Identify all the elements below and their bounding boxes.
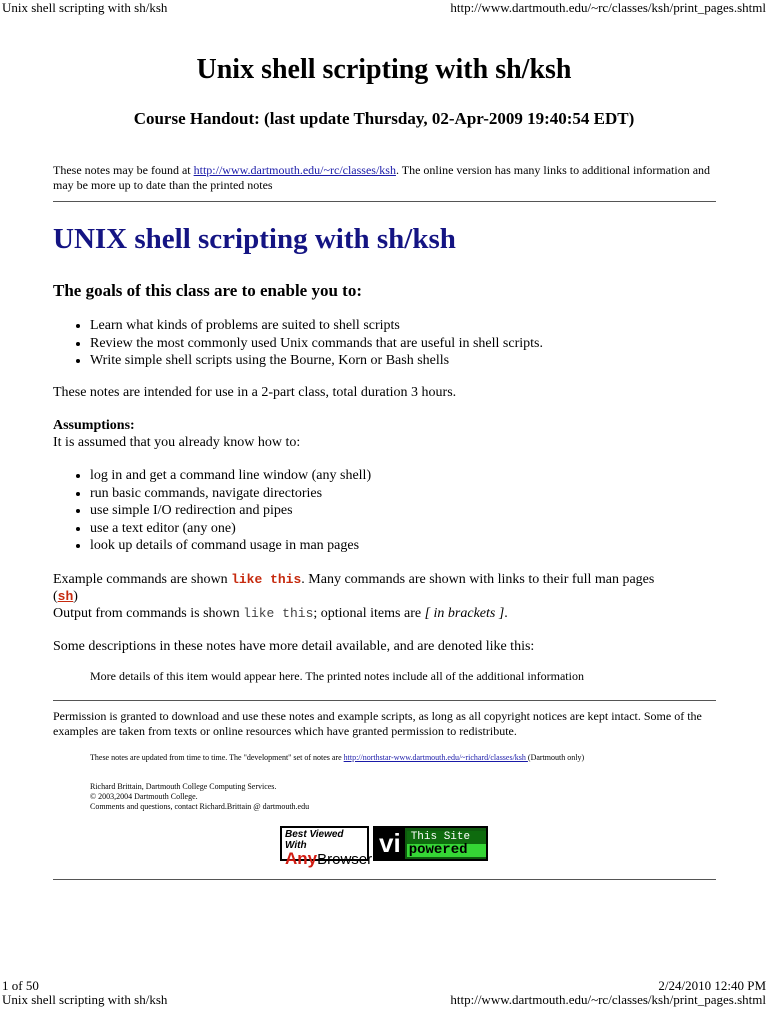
vi-powered-badge[interactable] xyxy=(373,826,488,861)
notes-link[interactable]: http://www.dartmouth.edu/~rc/classes/ksh xyxy=(193,163,396,177)
badge-any-text: Any xyxy=(285,849,318,868)
output-text: . xyxy=(504,606,508,621)
list-item: • Review the most commonly used Unix commands that are useful in shell scripts. xyxy=(90,335,543,353)
vi-logo: vi xyxy=(375,828,405,859)
intro-text-before: These notes may be found at xyxy=(53,163,194,177)
paren: ( xyxy=(53,589,58,604)
dev-notes-text: (Dartmouth only) xyxy=(527,753,585,762)
credit-line: Richard Brittain, Dartmouth College Computing Services. xyxy=(90,782,277,791)
print-header-url: http://www.dartmouth.edu/~rc/classes/ksh/print_pages.shtml xyxy=(450,0,766,15)
examples-text: . Many commands are shown with links to their full man pages xyxy=(301,572,655,587)
intro-paragraph xyxy=(53,163,718,193)
dev-notes xyxy=(90,753,720,763)
footer-title: Unix shell scripting with sh/ksh xyxy=(2,992,168,1007)
goals-heading: The goals of this class are to enable you to: xyxy=(53,281,362,300)
goals-list xyxy=(53,317,543,370)
badge-text: This Site xyxy=(410,830,471,843)
list-item: • Learn what kinds of problems are suited to shell scripts xyxy=(90,317,543,335)
output-example: like this xyxy=(243,606,314,621)
section-heading: UNIX shell scripting with sh/ksh xyxy=(53,223,456,255)
permission-text: Permission is granted to download and use these notes and example scripts, as long as all copyright notices are kept intact. Some of the examples are taken from texts or online resources which have granted permission to redistribute. xyxy=(53,709,702,738)
optional-example: [ in brackets ] xyxy=(424,606,505,621)
detail-text: Some descriptions in these notes have more detail available, and are denoted like this: xyxy=(53,639,535,654)
dev-notes-text: These notes are updated from time to time. The "development" set of notes are xyxy=(90,753,344,762)
list-item: • Write simple shell scripts using the Bourne, Korn or Bash shells xyxy=(90,352,543,370)
assumptions-lead: It is assumed that you already know how to: xyxy=(53,435,301,450)
divider xyxy=(53,201,716,202)
list-item: • use simple I/O redirection and pipes xyxy=(90,502,371,520)
command-example: like this xyxy=(231,572,302,587)
badge-text: Best Viewed With xyxy=(285,829,344,851)
credit-line: © 2003,2004 Dartmouth College. xyxy=(90,792,198,801)
footer-page-number: 1 of 50 xyxy=(2,978,39,993)
dev-notes-link[interactable]: http://northstar-www.dartmouth.edu/~richard/classes/ksh xyxy=(343,753,528,762)
paren: ) xyxy=(73,589,78,604)
page-title: Unix shell scripting with sh/ksh xyxy=(196,54,572,85)
examples-paragraph xyxy=(53,571,718,622)
sh-man-link[interactable]: sh xyxy=(57,589,74,604)
list-item: • use a text editor (any one) xyxy=(90,520,371,538)
anybrowser-badge[interactable] xyxy=(280,826,373,868)
print-header-title: Unix shell scripting with sh/ksh xyxy=(2,0,168,15)
examples-text: Example commands are shown xyxy=(53,572,232,587)
intro-text-after: . The online version has many links to additional information and may be more up to date than the printed notes xyxy=(53,163,711,192)
output-text: ; optional items are xyxy=(313,606,425,621)
footer-url: http://www.dartmouth.edu/~rc/classes/ksh/print_pages.shtml xyxy=(450,992,766,1007)
assumptions-heading: Assumptions: xyxy=(53,418,135,433)
credits xyxy=(90,782,309,812)
assumptions-list xyxy=(53,467,371,555)
page-subtitle: Course Handout: (last update Thursday, 02-Apr-2009 19:40:54 EDT) xyxy=(133,109,635,128)
badge-browser-text: Browser xyxy=(317,851,373,868)
footer-date: 2/24/2010 12:40 PM xyxy=(658,978,766,993)
detail-example: More details of this item would appear here. The printed notes include all of the additional information xyxy=(90,669,584,683)
list-item: • look up details of command usage in man pages xyxy=(90,537,371,555)
duration-text: These notes are intended for use in a 2-part class, total duration 3 hours. xyxy=(53,385,457,400)
assumptions-block xyxy=(53,417,300,451)
list-item: • log in and get a command line window (any shell) xyxy=(90,467,371,485)
divider xyxy=(53,700,716,701)
output-text: Output from commands is shown xyxy=(53,606,244,621)
divider xyxy=(53,879,716,880)
list-item: • run basic commands, navigate directories xyxy=(90,485,371,503)
badge-text: powered xyxy=(407,844,486,857)
credit-line: Comments and questions, contact Richard.Brittain @ dartmouth.edu xyxy=(90,802,310,811)
